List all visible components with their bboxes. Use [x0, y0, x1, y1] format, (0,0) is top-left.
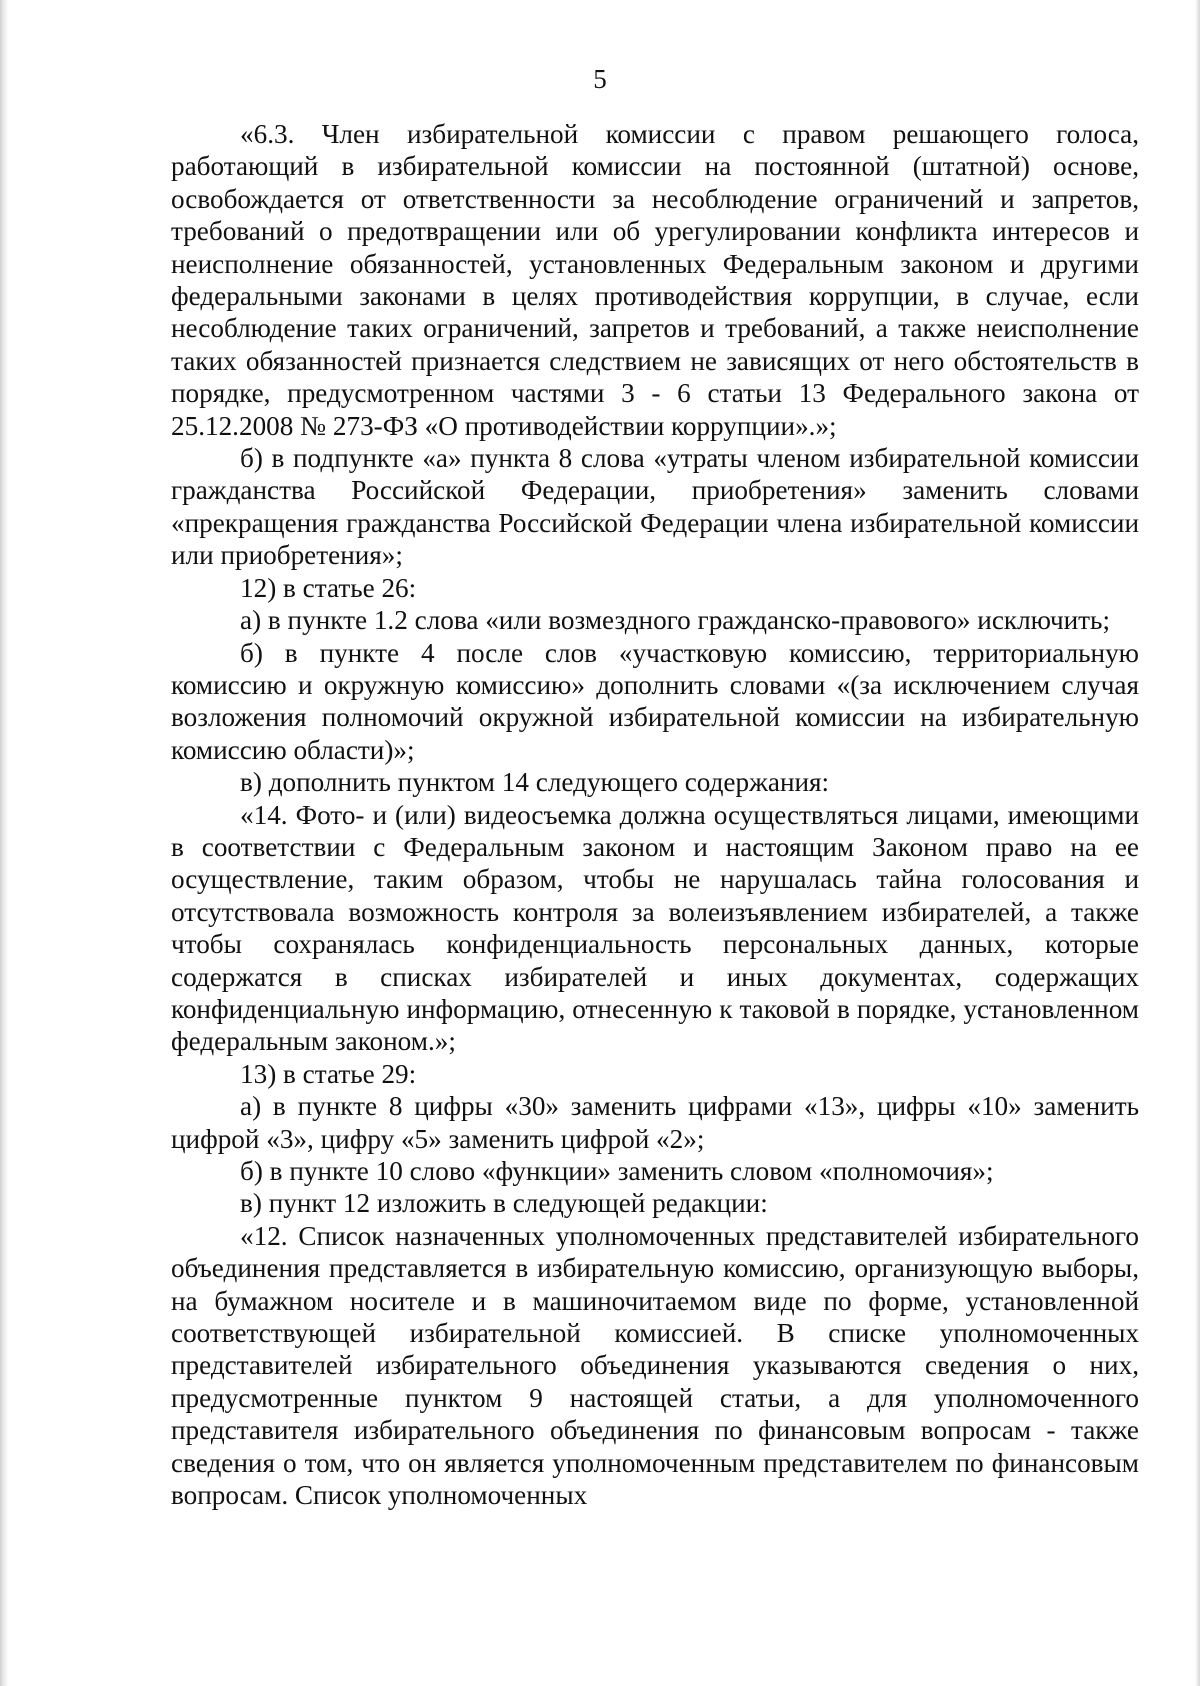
- paragraph-a-point-8: а) в пункте 8 цифры «30» заменить цифрами «13», цифры «10» заменить цифрой «3», цифру «5» заменить цифрой «2»;: [171, 1091, 1139, 1154]
- paragraph-b-point-8: б) в подпункте «а» пункта 8 слова «утраты членом избирательной комиссии гражданства Российской Федерации, приобретения» заменить словами «прекращения гражданства Российской Федерации члена избирательной комиссии или приобретения»;: [171, 443, 1139, 571]
- paragraph-b-point-10: б) в пункте 10 слово «функции» заменить словом «полномочия»;: [240, 1156, 994, 1186]
- page-number: 5: [593, 64, 607, 94]
- paragraph-v-point-14: в) дополнить пунктом 14 следующего содержания:: [240, 767, 830, 798]
- paragraph-6-3: «6.3. Член избирательной комиссии с правом решающего голоса, работающий в избирательной комиссии на постоянной (штатной) основе, освобождается от ответственности за несоблюдение ограничений и запретов, требований о предотвращении или об урегулировании конфликта интересов и неисполнение обязанностей, установленных Федеральным законом и другими федеральными законами в целях противодействия коррупции, в случае, если несоблюдение таких ограничений, запретов и требований, а также неисполнение таких обязанностей признается следствием не зависящих от него обстоятельств в порядке, предусмотренном частями 3 - 6 статьи 13 Федерального закона от 25.12.2008 № 273-ФЗ «О противодействии коррупции».»;: [171, 119, 1139, 441]
- paragraph-a-point-1-2: а) в пункте 1.2 слова «или возмездного гражданско-правового» исключить;: [240, 605, 1111, 636]
- paragraph-article-26: 12) в статье 26:: [240, 572, 417, 603]
- paragraph-point-14-text: «14. Фото- и (или) видеосъемка должна осуществляться лицами, имеющими в соответствии с Федеральным законом и настоящим Законом право на ее осуществление, таким образом, чтобы не нарушалась тайна голосования и отсутствовала возможность контроля за волеизъявлением избирателей, а также чтобы сохранялась конфиденциальность персональных данных, которые содержатся в списках избирателей и иных документах, содержащих конфиденциальную информацию, отнесенную к таковой в порядке, установленном федеральным законом.»;: [171, 799, 1139, 1057]
- paragraph-v-point-12: в) пункт 12 изложить в следующей редакции:: [240, 1188, 768, 1219]
- paragraph-b-point-4: б) в пункте 4 после слов «участковую комиссию, территориальную комиссию и окружную комиссию» дополнить словами «(за исключением случая возложения полномочий окружной избирательной комиссии на избирательную комиссию области)»;: [171, 637, 1139, 765]
- paragraph-point-12-text: «12. Список назначенных уполномоченных представителей избирательного объединения представляется в избирательную комиссию, организующую выборы, на бумажном носителе и в машиночитаемом виде по форме, установленной соответствующей избирательной комиссией. В списке уполномоченных представителей избирательного объединения указываются сведения о них, предусмотренные пунктом 9 настоящей статьи, а для уполномоченного представителя избирательного объединения по финансовым вопросам - также сведения о том, что он является уполномоченным представителем по финансовым вопросам. Список уполномоченных: [171, 1220, 1139, 1511]
- paragraph-article-29: 13) в статье 29:: [240, 1058, 417, 1089]
- body-text: [171, 118, 1139, 1511]
- scan-edge-right: [1195, 0, 1200, 1686]
- scan-edge-left: [0, 0, 9, 1686]
